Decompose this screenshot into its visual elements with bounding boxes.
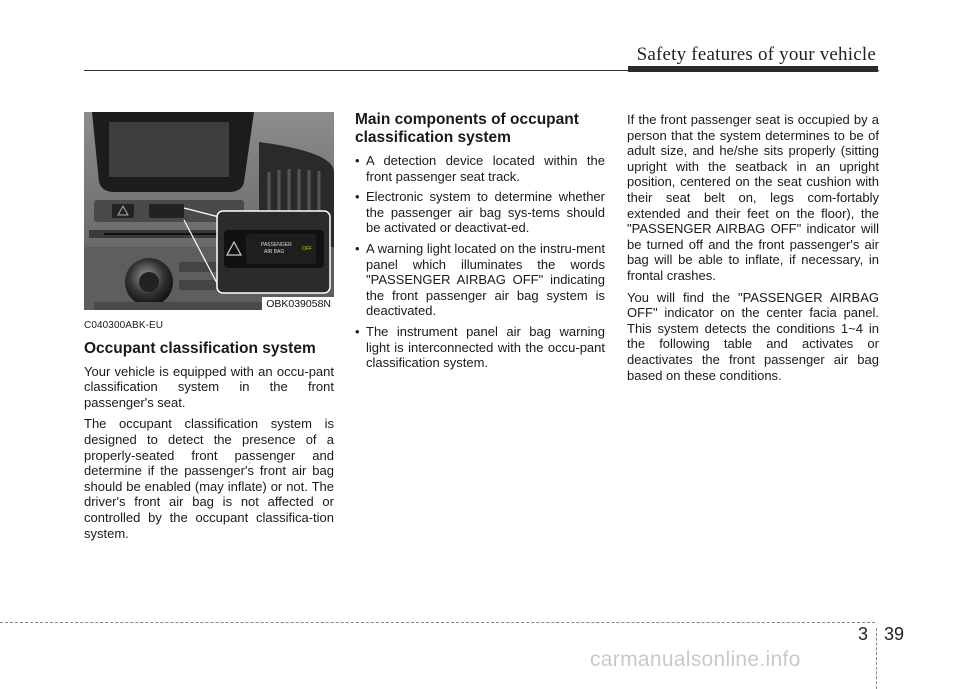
column-left — [84, 112, 334, 547]
chapter-number: 3 — [858, 624, 869, 644]
inset-label-line2: AIR BAG — [264, 249, 285, 255]
list-item: • The instrument panel air bag warning light is interconnected with the occu-pant classification system. — [355, 324, 605, 371]
section-code: C040300ABK-EU — [84, 320, 164, 331]
components-heading: Main components of occupant classification system — [355, 111, 579, 146]
paragraph: Your vehicle is equipped with an occu-pant classification system in the front passenger's seat. — [84, 363, 334, 410]
list-item: • Electronic system to determine whether the passenger air bag sys-tems should be activated or deactivat-ed. — [355, 189, 605, 236]
dashboard-figure — [84, 112, 334, 310]
list-item: • A detection device located within the front passenger seat track. — [355, 153, 605, 184]
page-number: 39 — [884, 624, 905, 644]
column-middle — [355, 112, 605, 376]
footer-divider — [876, 628, 877, 689]
section-heading: Occupant classification system — [84, 339, 316, 357]
watermark: carmanualsonline.info — [590, 648, 801, 671]
footer-rule — [0, 622, 875, 623]
page-header-title: Safety features of your vehicle — [636, 44, 876, 65]
paragraph: You will find the "PASSENGER AIRBAG OFF" indicator on the center facia panel. This system detects the conditions 1~4 in the following table and activates or deactivates the front passenger air bag based on these conditions. — [627, 289, 879, 383]
header-accent-bar — [628, 66, 878, 72]
paragraph: The occupant classification system is designed to detect the presence of a properly-seated front passenger and determine if the passenger's front air bag should be enabled (may inflate) or not. The driver's front air bag is not affected or controlled by the occupant classifica-tion system. — [84, 416, 334, 541]
list-item: • A warning light located on the instru-ment panel which illuminates the words "PASSENGER AIRBAG OFF" indicating the front passenger air bag system is deactivated. — [355, 241, 605, 319]
components-list — [355, 153, 605, 371]
column-right — [627, 112, 879, 389]
dashboard-illustration — [84, 112, 334, 310]
inset-label-line1: PASSENGER — [261, 242, 292, 248]
inset-off-indicator: OFF — [302, 246, 312, 252]
figure-code: OBK039058N — [262, 297, 334, 310]
paragraph: If the front passenger seat is occupied by a person that the system determines to be of adult size, and he/she sits properly (sitting upright with the seatback in an upright position, centered on the seat cushion with their seat belt on, legs com-fortably extended and their feet on the floor), the "PASSENGER AIRBAG OFF" indicator will be turned off and the front passenger's air bag will be able to inflate, if necessary, in frontal crashes. — [627, 112, 879, 283]
